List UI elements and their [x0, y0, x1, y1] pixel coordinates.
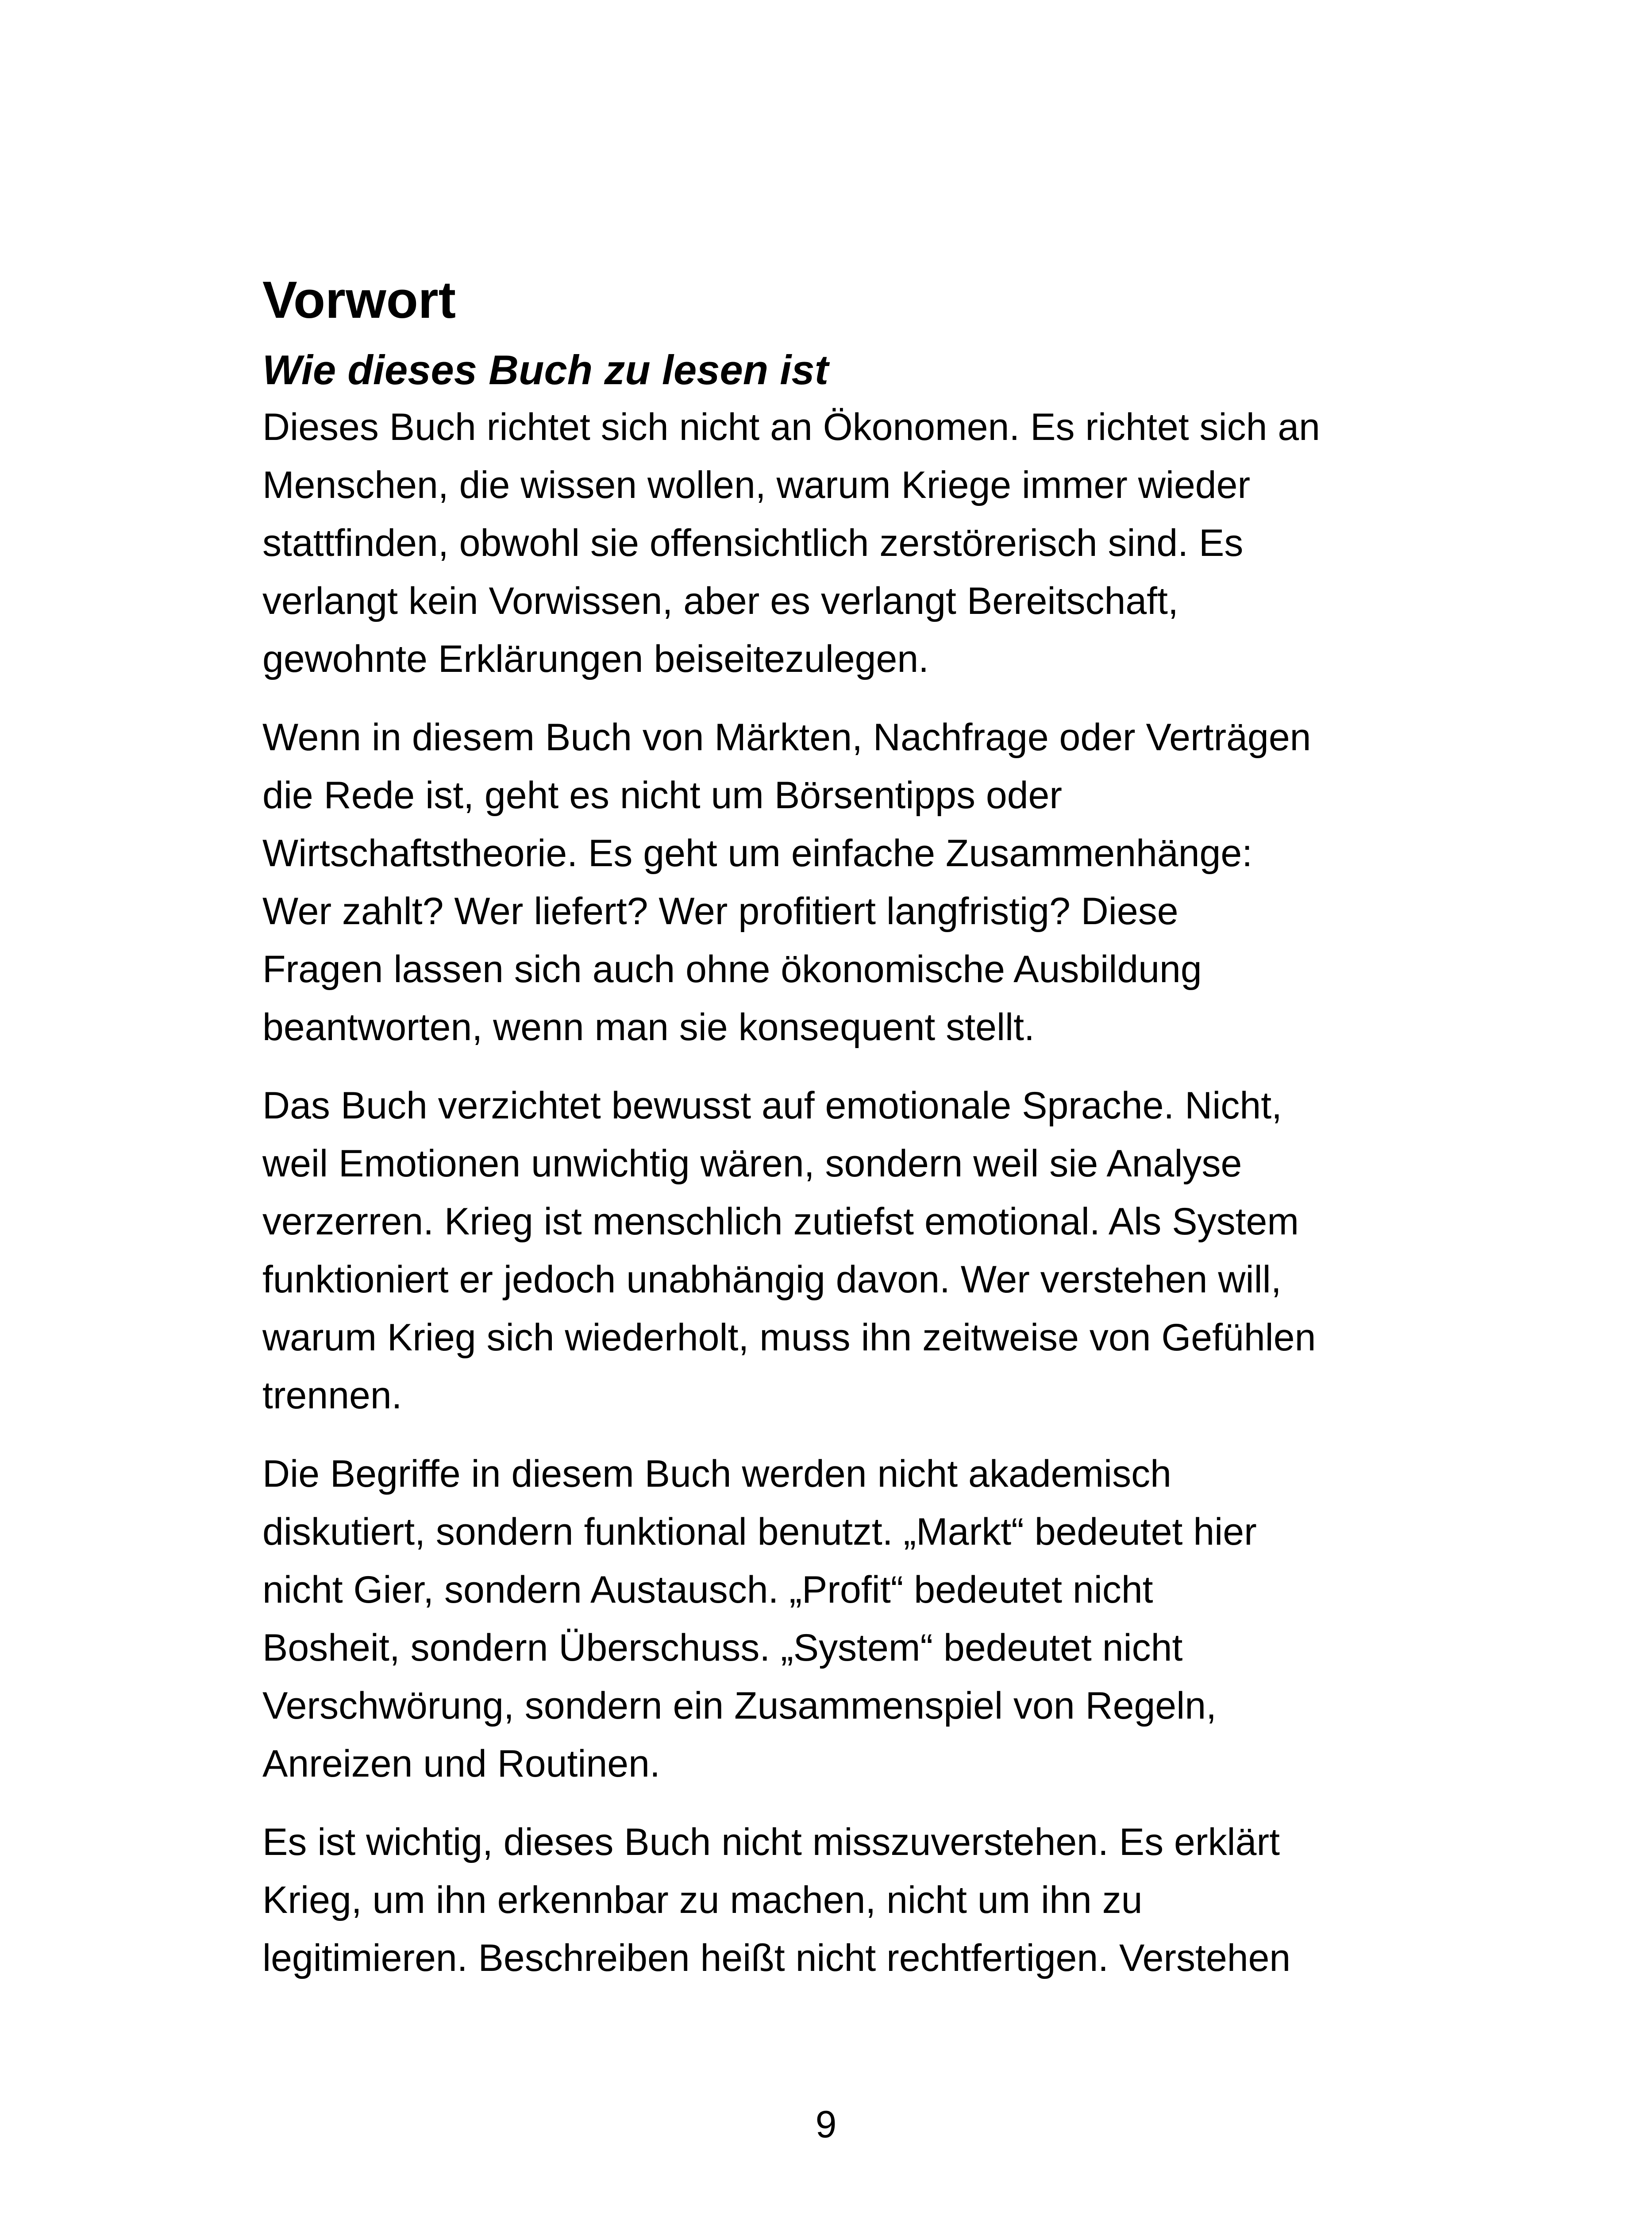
- text-line: warum Krieg sich wiederholt, muss ihn zeitweise von Gefühlen: [262, 1316, 1316, 1359]
- text-line: Wer zahlt? Wer liefert? Wer profitiert langfristig? Diese: [262, 890, 1178, 933]
- text-line: Verschwörung, sondern ein Zusammenspiel von Regeln,: [262, 1685, 1217, 1727]
- paragraph-1: [262, 398, 1413, 688]
- text-line: gewohnte Erklärungen beiseitezulegen.: [262, 638, 929, 680]
- text-line: trennen.: [262, 1374, 402, 1417]
- page-content: [262, 266, 1413, 1987]
- text-line: stattfinden, obwohl sie offensichtlich zerstörerisch sind. Es: [262, 522, 1244, 564]
- chapter-title: Vorwort: [262, 271, 456, 329]
- page-number: 9: [815, 2103, 837, 2146]
- text-line: funktioniert er jedoch unabhängig davon. Wer verstehen will,: [262, 1258, 1282, 1301]
- paragraph-5: [262, 1813, 1413, 1987]
- text-line: diskutiert, sondern funktional benutzt. „Markt“ bedeutet hier: [262, 1511, 1257, 1553]
- text-line: beantworten, wenn man sie konsequent stellt.: [262, 1006, 1035, 1049]
- text-line: Die Begriffe in diesem Buch werden nicht akademisch: [262, 1453, 1171, 1495]
- text-line: Krieg, um ihn erkennbar zu machen, nicht um ihn zu: [262, 1879, 1143, 1921]
- text-line: Dieses Buch richtet sich nicht an Ökonomen. Es richtet sich an: [262, 406, 1320, 448]
- text-line: Wirtschaftstheorie. Es geht um einfache Zusammenhänge:: [262, 832, 1253, 875]
- text-line: legitimieren. Beschreiben heißt nicht rechtfertigen. Verstehen: [262, 1937, 1291, 1979]
- text-line: die Rede ist, geht es nicht um Börsentipps oder: [262, 774, 1063, 817]
- text-line: Anreizen und Routinen.: [262, 1743, 660, 1785]
- text-line: verzerren. Krieg ist menschlich zutiefst emotional. Als System: [262, 1200, 1299, 1243]
- text-line: weil Emotionen unwichtig wären, sondern weil sie Analyse: [262, 1142, 1242, 1185]
- text-line: nicht Gier, sondern Austausch. „Profit“ bedeutet nicht: [262, 1569, 1153, 1611]
- text-line: Bosheit, sondern Überschuss. „System“ bedeutet nicht: [262, 1627, 1183, 1669]
- text-line: Fragen lassen sich auch ohne ökonomische Ausbildung: [262, 948, 1202, 991]
- text-line: Menschen, die wissen wollen, warum Kriege immer wieder: [262, 464, 1251, 506]
- paragraph-2: [262, 709, 1413, 1056]
- text-line: verlangt kein Vorwissen, aber es verlangt Bereitschaft,: [262, 580, 1178, 622]
- text-line: Das Buch verzichtet bewusst auf emotionale Sprache. Nicht,: [262, 1084, 1282, 1127]
- text-line: Es ist wichtig, dieses Buch nicht misszuverstehen. Es erklärt: [262, 1821, 1280, 1863]
- paragraph-3: [262, 1077, 1413, 1425]
- paragraph-4: [262, 1445, 1413, 1793]
- chapter-subtitle: Wie dieses Buch zu lesen ist: [262, 347, 829, 393]
- text-line: Wenn in diesem Buch von Märkten, Nachfrage oder Verträgen: [262, 716, 1311, 759]
